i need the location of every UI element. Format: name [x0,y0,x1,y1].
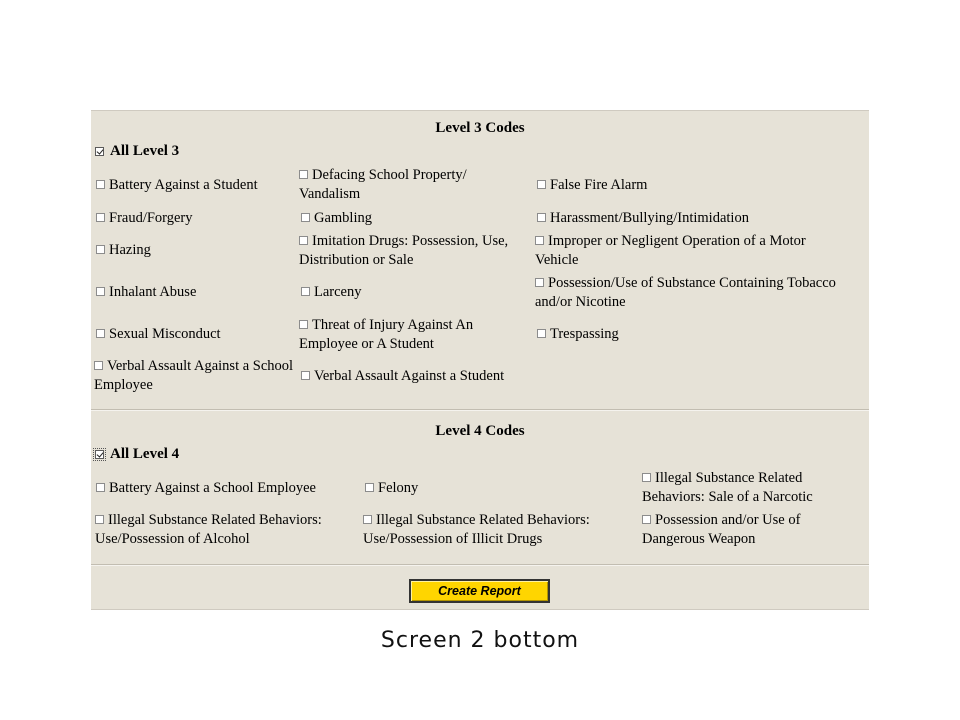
code-checkbox[interactable] [96,329,105,338]
code-option[interactable] [301,209,516,228]
section-divider [91,564,869,566]
code-option[interactable] [96,241,296,260]
report-filter-panel [91,110,869,610]
code-checkbox[interactable] [301,287,310,296]
code-label: Possession and/or Use of Dangerous Weapon [642,512,801,547]
code-option[interactable] [535,232,835,270]
code-option[interactable] [96,325,296,344]
all-level-4-checkbox[interactable] [95,450,104,459]
code-option[interactable] [96,283,296,302]
code-option[interactable] [299,166,514,204]
code-checkbox[interactable] [535,236,544,245]
code-label: Gambling [314,210,372,226]
code-label: Sexual Misconduct [109,326,221,342]
code-checkbox[interactable] [96,245,105,254]
code-checkbox[interactable] [96,483,105,492]
code-label: Illegal Substance Related Behaviors: Use/Possession of Alcohol [95,512,322,547]
code-checkbox[interactable] [96,180,105,189]
code-option[interactable] [94,357,294,395]
code-option[interactable] [537,325,862,344]
code-checkbox[interactable] [299,236,308,245]
code-label: Improper or Negligent Operation of a Motor Vehicle [535,233,806,268]
code-label: Harassment/Bullying/Intimidation [550,210,749,226]
code-option[interactable] [363,511,633,549]
code-checkbox[interactable] [301,213,310,222]
code-checkbox[interactable] [299,170,308,179]
create-report-button[interactable]: Create Report [409,579,550,603]
level-3-title: Level 3 Codes [435,120,525,136]
code-label: Hazing [109,242,151,258]
code-label: Larceny [314,284,362,300]
code-option[interactable] [365,479,565,498]
code-option[interactable] [301,367,531,386]
code-label: Threat of Injury Against An Employee or A Student [299,317,474,352]
code-label: Possession/Use of Substance Containing Tobacco and/or Nicotine [535,275,836,310]
code-checkbox[interactable] [95,515,104,524]
code-label: Felony [378,480,419,496]
code-checkbox[interactable] [537,180,546,189]
code-option[interactable] [535,274,863,312]
code-option[interactable] [537,209,862,228]
code-label: Verbal Assault Against a Student [314,368,505,384]
code-label: Battery Against a Student [109,177,258,193]
code-checkbox[interactable] [365,483,374,492]
code-checkbox[interactable] [642,515,651,524]
code-checkbox[interactable] [535,278,544,287]
code-option[interactable] [95,511,355,549]
code-checkbox[interactable] [96,213,105,222]
code-option[interactable] [96,209,296,228]
code-checkbox[interactable] [537,213,546,222]
code-option[interactable] [96,176,296,195]
code-checkbox[interactable] [96,287,105,296]
code-option[interactable] [642,511,852,549]
code-label: Illegal Substance Related Behaviors: Sale of a Narcotic [642,470,813,505]
section-divider [91,409,869,411]
code-option[interactable] [642,469,852,507]
all-level-3-checkbox[interactable] [95,147,104,156]
code-checkbox[interactable] [299,320,308,329]
code-checkbox[interactable] [642,473,651,482]
all-level-4-option[interactable] [95,446,179,463]
code-option[interactable] [301,283,516,302]
code-label: Trespassing [550,326,619,342]
code-checkbox[interactable] [301,371,310,380]
code-option[interactable] [299,232,529,270]
code-label: False Fire Alarm [550,177,648,193]
all-level-3-label: All Level 3 [110,143,180,159]
code-label: Defacing School Property/ Vandalism [299,167,467,202]
code-option[interactable] [96,479,356,498]
code-checkbox[interactable] [94,361,103,370]
code-option[interactable] [299,316,519,354]
code-label: Imitation Drugs: Possession, Use, Distribution or Sale [299,233,509,268]
code-label: Inhalant Abuse [109,284,197,300]
slide-caption: Screen 2 bottom [380,628,580,653]
code-label: Fraud/Forgery [109,210,193,226]
code-label: Battery Against a School Employee [109,480,316,496]
code-label: Illegal Substance Related Behaviors: Use/Possession of Illicit Drugs [363,512,590,547]
code-label: Verbal Assault Against a School Employee [94,358,294,393]
code-option[interactable] [537,176,862,195]
code-checkbox[interactable] [363,515,372,524]
all-level-4-label: All Level 4 [110,446,180,462]
code-checkbox[interactable] [537,329,546,338]
all-level-3-option[interactable] [95,143,179,160]
level-4-title: Level 4 Codes [435,423,525,439]
